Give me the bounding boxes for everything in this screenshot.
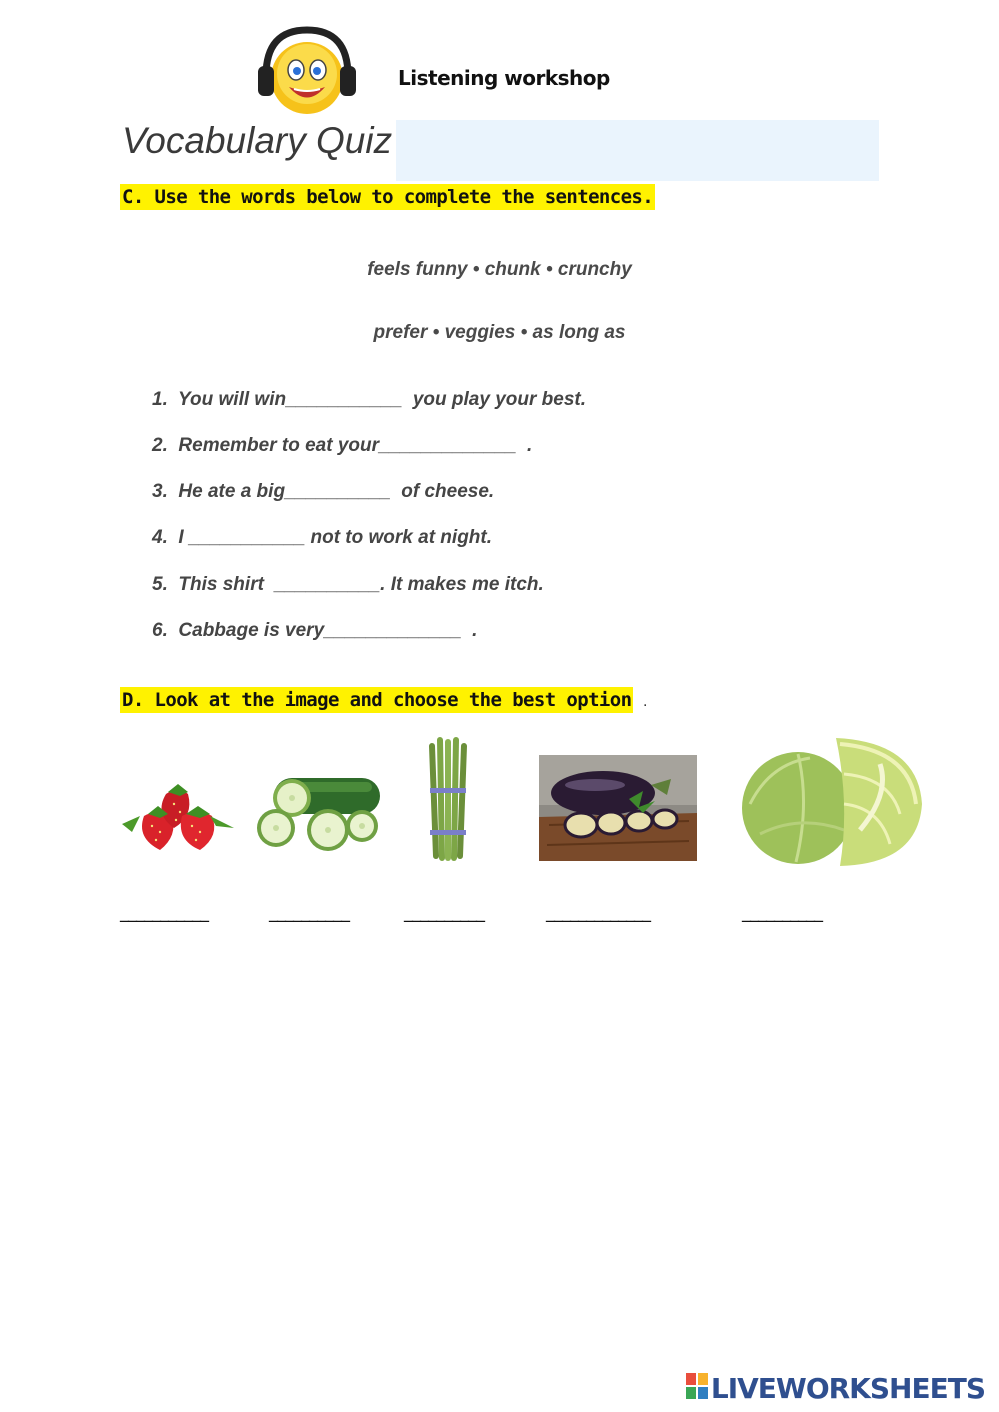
- liveworksheets-logo[interactable]: [686, 1372, 985, 1405]
- liveworksheets-logo-icon: [686, 1373, 708, 1404]
- section-d-heading: D. Look at the image and choose the best option: [122, 689, 632, 711]
- strawberry-image: [122, 780, 234, 854]
- page-title: Vocabulary Quiz: [122, 120, 393, 161]
- question-3: 3. He ate a big__________ of cheese.: [152, 481, 495, 502]
- question-6: 6. Cabbage is very_____________ .: [152, 620, 478, 641]
- section-c-heading: C. Use the words below to complete the sentences.: [122, 186, 654, 208]
- question-5: 5. This shirt __________. It makes me itch.: [152, 574, 544, 595]
- word-bank-line-2: prefer • veggies • as long as: [373, 322, 626, 343]
- question-2: 2. Remember to eat your_____________ .: [152, 435, 533, 456]
- answer-blank-1[interactable]: ___________: [120, 902, 208, 923]
- question-1: 1. You will win___________ you play your best.: [152, 389, 587, 410]
- answer-blank-2[interactable]: __________: [269, 902, 349, 923]
- liveworksheets-brand: LIVEWORKSHEETS: [710, 1372, 985, 1405]
- workshop-label: Listening workshop: [398, 66, 610, 90]
- cabbage-image: [740, 734, 926, 868]
- answer-blank-5[interactable]: __________: [742, 902, 822, 923]
- answer-blank-3[interactable]: __________: [404, 902, 484, 923]
- question-4: 4. I ___________ not to work at night.: [152, 527, 493, 548]
- section-d-trailing-dot: .: [643, 693, 648, 710]
- word-bank-line-1: feels funny • chunk • crunchy: [367, 259, 632, 280]
- answer-blank-4[interactable]: _____________: [546, 902, 650, 923]
- asparagus-image: [424, 736, 472, 862]
- eggplant-image: [539, 755, 697, 861]
- title-answer-box[interactable]: [396, 120, 879, 181]
- headphones-emoji-icon: [256, 24, 358, 120]
- cucumber-image: [256, 776, 380, 852]
